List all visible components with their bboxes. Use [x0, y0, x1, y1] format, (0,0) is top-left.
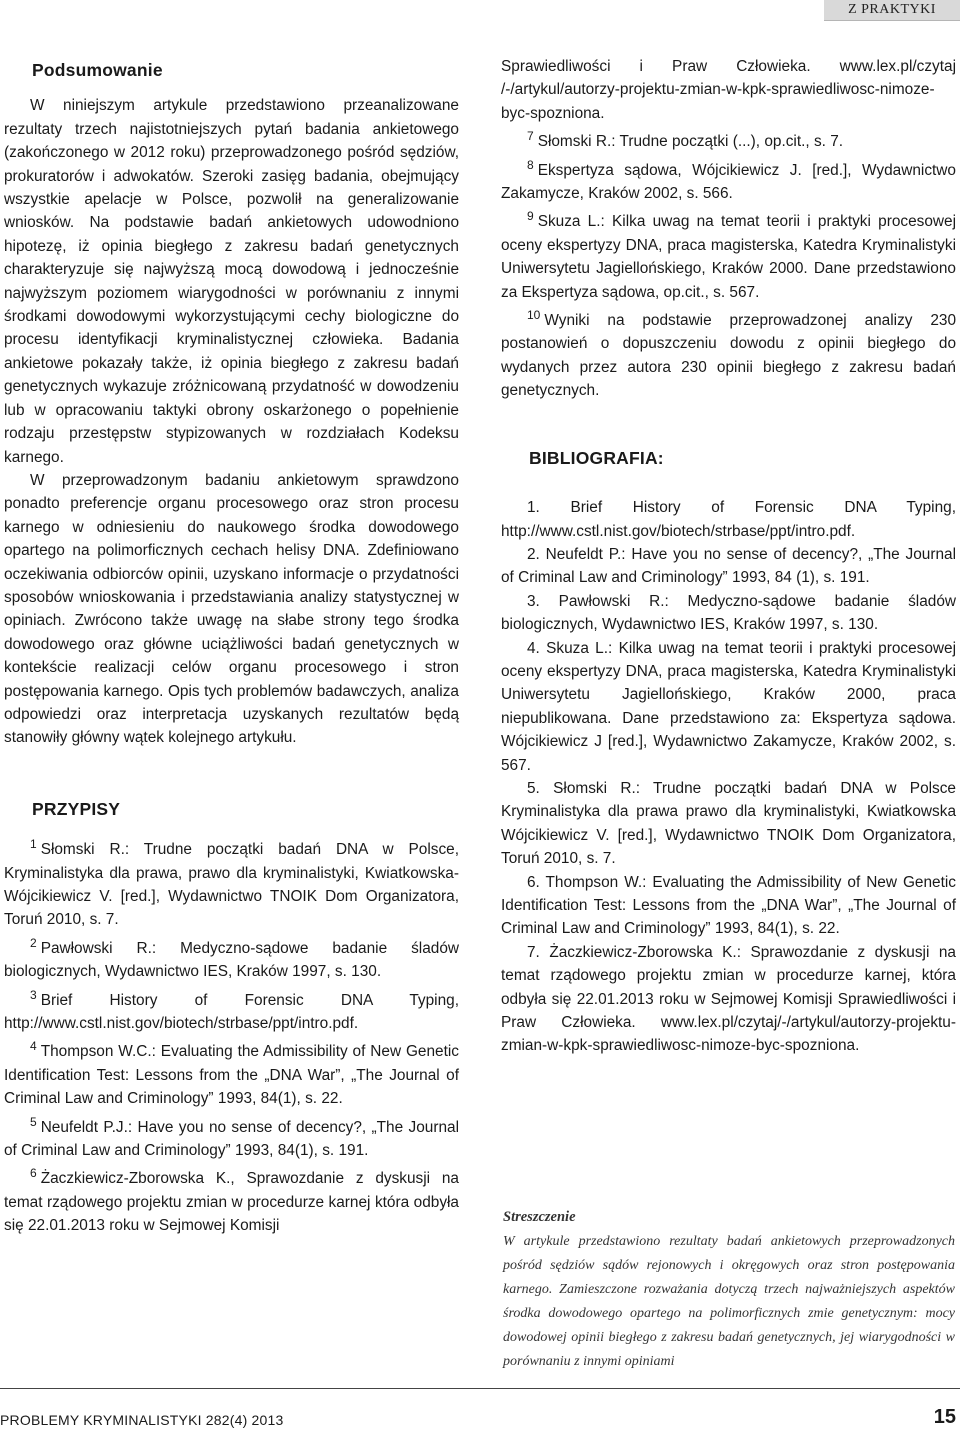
footnote-number: 10 [527, 308, 541, 323]
bibliography-item: 3. Pawłowski R.: Medyczno-sądowe badanie śladów biologicznych, Wydawnictwo IES, Kraków 1997, s. 130. [501, 592, 956, 634]
bibliography-item: 7. Żaczkiewicz-Zborowska K.: Sprawozdanie z dyskusji na temat rządowego projektu zmian w procedurze karnej, która odbyła się 22.01.2013 roku w Sejmowej Komisji Sprawiedliwości i Praw Człowieka. www.lex.pl/czytaj/-/artykul/autorzy-projektu-zmian-w-kpk-sprawiedliwosc-nimoze-byc-spozniona. [501, 943, 956, 1055]
footnote-text: Thompson W.C.: Evaluating the Admissibility of New Genetic Identification Test: Lessons from the „DNA War”, „The Journal of Criminal Law and Criminology” 1993, 84(1), s. 22. [4, 1043, 459, 1108]
footnote [4, 1035, 459, 1110]
footer-rule [0, 1388, 960, 1389]
footnote [4, 932, 459, 984]
footnote-number: 3 [30, 987, 37, 1002]
footnote-text: Wyniki na podstawie przeprowadzonej analizy 230 postanowień o dopuszczeniu dowodu z opinii biegłego do wydanych przez autora 230 opinii biegłego z zakresu badań genetycznych. [501, 312, 956, 400]
footnote [501, 154, 956, 206]
bibliography-item: 5. Słomski R.: Trudne początki badań DNA w Polsce Kryminalistyka dla prawa prawo dla kryminalistyki, Kwiatkowska Wójcikiewicz V. [red.], Wydawnictwo TNOIK Dom Organizatora, Toruń 2010, s. 7. [501, 779, 956, 868]
footnote-number: 4 [30, 1039, 37, 1054]
footnote-text: Słomski R.: Trudne początki badań DNA w Polsce, Kryminalistyka dla prawa, prawo dla kryminalistyki, Kwiatkowska-Wójcikiewicz V. [red.], Wydawnictwo TNOIK Dom Organizatora, Toruń 2010, s. 7. [4, 841, 459, 929]
footnote-text: Skuza L.: Kilka uwag na temat teorii i praktyki procesowej oceny ekspertyzy DNA, praca magisterska, Katedra Kryminalistyki Uniwersytetu Jagiellońskiego, Kraków 2000. Dane przedstawiono za Ekspertyza sądowa, op.cit., s. 567. [501, 213, 956, 301]
footnote-number: 9 [527, 209, 534, 224]
summary-paragraph: W niniejszym artykule przedstawiono przeanalizowane rezultaty trzech najistotniejszych pytań badania ankietowego (zakończonego w 2012 roku) przeprowadzonego pośród sędziów, prokuratorów i adwokatów. Szeroki zasięg badania, obejmujący wszystkie apelacje w Polsce, pozwolił na generalizowanie wniosków. Na podstawie badań ankietowych udowodniono hipotezę, iż opinia biegłego z zakresu badań genetycznych charakteryzuje się najwyższą mocą dowodową i jednocześnie najwyższym poziomem wiarygodności w porównaniu z innymi środkami dowodowymi wykorzystującymi cechy biologiczne do procesu identyfikacji kryminalistycznej człowieka. Badania ankietowe pokazały także, iż opinia biegłego z zakresu badań genetycznych wykazuje zróżnicowaną przydatność w dowodzeniu lub w opracowaniu taktyki obrony oskarżonego o popełnienie rodzaju przestępstw stypizowanych w rozdziałach Kodeksu karnego. [4, 97, 459, 466]
footnote-number: 2 [30, 935, 37, 950]
footnote-number: 5 [30, 1114, 37, 1129]
footnote [4, 1162, 459, 1237]
abstract-title: Streszczenie [503, 1209, 576, 1225]
bibliography-item: 1. Brief History of Forensic DNA Typing, http://www.cstl.nist.gov/biotech/strbase/ppt/intro.pdf. [501, 499, 956, 540]
footnote [4, 984, 459, 1036]
footnote-text: Pawłowski R.: Medyczno-sądowe badanie śladów biologicznych, Wydawnictwo IES, Kraków 1997, s. 130. [4, 939, 459, 981]
footnote-number: 6 [30, 1166, 37, 1181]
bibliography-item: 2. Neufeldt P.: Have you no sense of decency?, „The Journal of Criminal Law and Criminology” 1993, 84 (1), s. 191. [501, 545, 956, 587]
journal-footer: PROBLEMY KRYMINALISTYKI 282(4) 2013 [0, 1412, 284, 1428]
summary-paragraph: W przeprowadzonym badaniu ankietowym sprawdzono ponadto preferencje organu procesowego oraz stron procesu karnego w odniesieniu do naukowego środka dowodowego opartego na polimorficznych cechach helisy DNA. Zdefiniowano oczekiwania odbiorców opinii, uzyskano informacje o przydatności sposobów wnioskowania i przedstawiania analizy statystycznej w opiniach. Zwrócono także uwagę na słabe strony tego środka dowodowego oraz główne uciążliwości badań genetycznych w kontekście realizacji celów organu procesowego i stron postępowania karnego. Opis tych problemów badawczych, analiza odpowiedzi oraz interpretacja uzyskanych rezultatów będą stanowiły główny wątek kolejnego artykułu. [4, 471, 459, 747]
section-tab: Z PRAKTYKI [824, 0, 960, 21]
footnotes-list [4, 833, 459, 1238]
left-column [4, 55, 459, 1238]
bibliography-list [501, 496, 956, 1058]
footnote [4, 833, 459, 932]
footnote [501, 125, 956, 153]
bibliography-item: 4. Skuza L.: Kilka uwag na temat teorii i praktyki procesowej oceny ekspertyzy DNA, praca magisterska, Katedra Kryminalistyki Uniwersytetu Jagiellońskiego, Kraków 2000, praca niepublikowana. Dane przedstawiono za: Ekspertyza sądowa. Wójcikiewicz J [red.], Wydawnictwo Zakamycze, Kraków 2002, s. 567. [501, 639, 956, 774]
footnote-text: Słomski R.: Trudne początki (...), op.cit., s. 7. [537, 133, 844, 151]
footnote [4, 1111, 459, 1163]
footnote-number: 8 [527, 157, 534, 172]
footnote-text: Neufeldt P.J.: Have you no sense of decency?, „The Journal of Criminal Law and Criminology” 1993, 84(1), s. 191. [4, 1118, 459, 1160]
summary-heading: Podsumowanie [32, 60, 163, 80]
footnote-text: Ekspertyza sądowa, Wójcikiewicz J. [red.], Wydawnictwo Zakamycze, Kraków 2002, s. 566. [501, 161, 956, 203]
abstract [503, 1205, 955, 1374]
page-number: 15 [933, 1406, 956, 1428]
footnote [501, 205, 956, 304]
footnote [501, 304, 956, 403]
footnote-number: 7 [527, 129, 534, 144]
footnotes-heading: PRZYPISY [32, 798, 121, 819]
footnote-continuation: Sprawiedliwości i Praw Człowieka. www.lex.pl/czytaj /-/artykul/autorzy-projektu-zmian-w-kpk-sprawiedliwosc-nimoze-byc-spozniona. [501, 58, 956, 122]
footnote-number: 1 [30, 837, 37, 852]
right-column [501, 55, 956, 1058]
bibliography-heading: BIBLIOGRAFIA: [529, 447, 664, 468]
bibliography-item: 6. Thompson W.: Evaluating the Admissibility of New Genetic Identification Test: Lessons from the „DNA War”, „The Journal of Criminal Law and Criminology” 1993, 84(1), s. 22. [501, 873, 956, 938]
footnote-text: Brief History of Forensic DNA Typing, http://www.cstl.nist.gov/biotech/strbase/ppt/intro.pdf. [4, 991, 459, 1033]
footnote-text: Żaczkiewicz-Zborowska K., Sprawozdanie z dyskusji na temat rządowego projektu zmian w procedurze karnej która odbyła się 22.01.2013 roku w Sejmowej Komisji [4, 1170, 459, 1235]
abstract-text: W artykule przedstawiono rezultaty badań ankietowych przeprowadzonych pośród sędziów sądów rejonowych i okręgowych oraz stron postępowania karnego. Zamieszczone rozważania dotyczą trzech najważniejszych aspektów środka dowodowego opartego na polimorficznych zmie genetycznym: mocy dowodowej opinii biegłego z zakresu badań genetycznych, jej wiarygodności w porównaniu z innymi opiniami [503, 1234, 955, 1369]
